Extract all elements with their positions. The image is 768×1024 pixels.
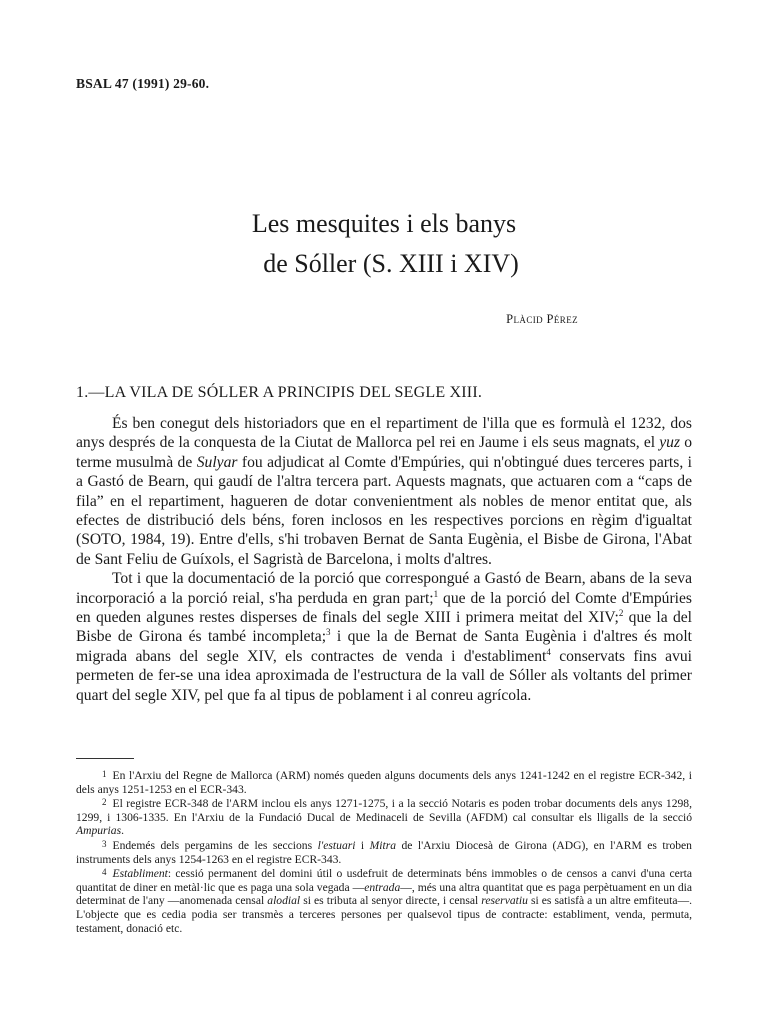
footnote-text: : cessió permanent del domini útil o usdefruit de determinats béns immobles o de censos a canvi d'una certa quantitat de diner en metàl·lic que es paga una sola vegada — xyxy=(76,867,692,894)
footnote-number: 3 xyxy=(102,838,107,849)
paragraph-2 xyxy=(76,569,692,705)
footnote-number: 1 xyxy=(102,769,107,779)
title-line-2: de Sóller (S. XIII i XIV) xyxy=(263,249,519,278)
paragraph-1-text-a: És ben conegut dels historiadors que en el repartiment de l'illa que es formulà el 1232, dos anys després de la conquesta de la Ciutat de Mallorca pel rei en Jaume i els seus magnats, el xyxy=(76,415,692,452)
paragraph-1-text-c: fou adjudicat al Comte d'Empúries, qui n'obtingué dues terceres parts, i a Gastó de Bearn, qui gaudí de l'altra tercera part. Aquests magnats, que actuaren com a “caps de fila” en el repartiment, hagueren de dotar convenientment als nobles de menor entitat que, als efectes de distribució dels béns, foren inclosos en les respectives porcions en règim d'igualtat (SOTO, 1984, 19). Entre d'ells, s'hi trobaven Bernat de Santa Eugènia, el Bisbe de Girona, l'Abat de Sant Feliu de Guíxols, el Sagristà de Barcelona, i molts d'altres. xyxy=(76,453,693,568)
footnote-text: si es tributa al senyor directe, i censal xyxy=(300,894,482,908)
paragraph-2-text-b: que de la porció del Comte d'Empúries en queden algunes restes disperses de finals del segle XIII i primera meitat del XIV; xyxy=(76,589,692,627)
paragraph-2-text-d: i que la de Bernat de Santa Eugènia i d'altres és molt migrada abans del segle XIV, els contractes de venda i d'establiment xyxy=(76,628,692,665)
footnote-text: En l'Arxiu del Regne de Mallorca (ARM) només queden alguns documents dels anys 1241-1242 en el registre ECR-342, i dels anys 1251-1253 en el ECR-343. xyxy=(76,769,692,796)
footnote-ref-1: 1 xyxy=(433,588,439,599)
term-estuari: l'estuari xyxy=(317,838,356,852)
term-mitra: Mitra xyxy=(369,838,397,852)
footnote-ref-4: 4 xyxy=(546,646,551,657)
footnote-4 xyxy=(76,866,692,935)
paragraph-2-text-c: que la del Bisbe de Girona és també incompleta; xyxy=(76,609,693,646)
title-line-1: Les mesquites i els banys xyxy=(251,209,517,238)
article-title xyxy=(0,204,768,284)
term-alodial: alodial xyxy=(267,894,301,908)
footnote-3 xyxy=(76,838,692,866)
term-entrada: entrada xyxy=(364,880,401,894)
footnote-ref-3: 3 xyxy=(326,627,331,638)
section-heading: 1.—LA VILA DE SÓLLER A PRINCIPIS DEL SEGLE XIII. xyxy=(76,384,483,401)
author-name: Plàcid Pérez xyxy=(506,312,578,326)
footnote-text: El registre ECR-348 de l'ARM inclou els anys 1271-1275, i a la secció Notaris es poden trobar documents dels anys 1298, 1299, i 1306-1335. En l'Arxiu de la Fundació Ducal de Medinaceli de Sevilla (AFDM) cal consultar els lligalls de la secció xyxy=(76,797,692,824)
body-text xyxy=(76,414,692,705)
footnote-text: —, més una altra quantitat que es paga perpètuament en un dia determinat de l'any —anomenada censal xyxy=(76,880,692,908)
term-sulyar: Sulyar xyxy=(196,453,238,471)
footnote-ref-2: 2 xyxy=(618,607,624,618)
term-reservatiu: reservatiu xyxy=(481,894,528,908)
term-yuz: yuz xyxy=(659,434,681,452)
footnote-text: i xyxy=(355,838,370,852)
footnote-text: si es satisfà a un altre emfiteuta—. L'objecte que es cedia podia ser transmès a terceres persones per qualsevol tipus de contracte: establiment, venda, permuta, testament, donació etc. xyxy=(76,894,692,935)
footnote-number: 2 xyxy=(102,797,107,808)
journal-citation: BSAL 47 (1991) 29-60. xyxy=(76,76,210,91)
paragraph-2-text-a: Tot i que la documentació de la porció que correspongué a Gastó de Bearn, abans de la seva incorporació a la porció reial, s'ha perduda en gran part; xyxy=(76,570,692,607)
term-ampurias: Ampurias xyxy=(76,824,122,838)
footnotes xyxy=(76,768,692,935)
paragraph-1-text-b: o terme musulmà de xyxy=(76,434,692,471)
footnote-text: . xyxy=(121,824,124,838)
footnote-2 xyxy=(76,796,692,838)
footnote-text: Endemés dels pergamins de les seccions xyxy=(112,838,318,852)
paragraph-2-text-e: conservats fins avui permeten de fer-se una idea aproximada de l'estructura de la vall de Sóller als voltants del primer quart del segle XIV, pel que fa al tipus de poblament i al conreu agrícola. xyxy=(76,647,693,704)
footnote-divider xyxy=(76,758,134,759)
paragraph-1 xyxy=(76,414,692,569)
footnote-text: de l'Arxiu Diocesà de Girona (ADG), en l'ARM es troben instruments dels anys 1254-1263 en el registre ECR-343. xyxy=(76,838,692,866)
term-establiment: Establiment xyxy=(112,867,168,881)
footnote-number: 4 xyxy=(102,867,107,878)
footnote-1 xyxy=(76,768,692,796)
